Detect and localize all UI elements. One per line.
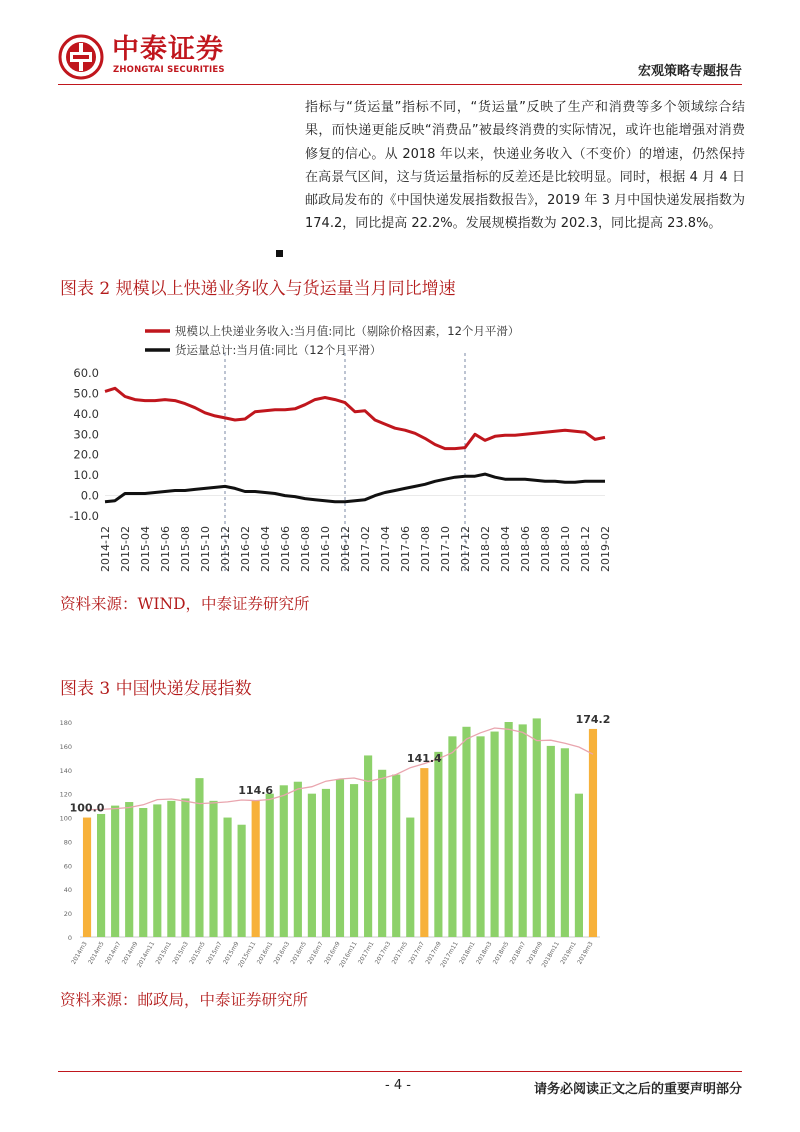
- x-tick-label: 2016m7: [306, 940, 325, 966]
- figure2-source: 资料来源：WIND，中泰证券研究所: [60, 595, 310, 613]
- bar-2016m6: [462, 727, 470, 937]
- bar-2017m3: [589, 729, 597, 937]
- y-tick-label: 40.0: [73, 406, 99, 421]
- x-tick-label: 2016-06: [279, 526, 292, 572]
- header-divider: [58, 84, 742, 85]
- x-tick-label: 2018-04: [499, 526, 512, 572]
- x-tick-label: 2018-10: [559, 526, 572, 572]
- bar-2015m11: [364, 755, 372, 937]
- bar-2016m12: [547, 746, 555, 937]
- footer-divider: [58, 1071, 742, 1072]
- x-tick-label: 2018-08: [539, 526, 552, 572]
- x-tick-label: 2014-12: [99, 526, 112, 572]
- figure3-bar-chart: [60, 700, 620, 975]
- bar-2015m10: [350, 784, 358, 937]
- figure3-source: 资料来源：邮政局，中泰证券研究所: [60, 991, 309, 1009]
- x-tick-label: 2017m1: [356, 940, 376, 966]
- page-number: - 4 -: [385, 1078, 411, 1093]
- figure2-title: 图表 2 规模以上快递业务收入与货运量当月同比增速: [60, 279, 456, 299]
- bar-2014m11: [195, 778, 203, 937]
- x-tick-label: 2016-02: [239, 526, 252, 572]
- x-tick-label: 2017m9: [424, 940, 443, 966]
- x-tick-label: 2018m3: [474, 940, 494, 966]
- x-tick-label: 2016-12: [339, 526, 352, 572]
- x-tick-label: 2017-12: [459, 526, 472, 572]
- x-tick-label: 2015m5: [188, 940, 207, 966]
- bar-2014m4: [97, 814, 105, 937]
- bar-2015m4: [266, 794, 274, 937]
- bar-2014m8: [153, 804, 161, 937]
- y-tick-label: 40: [63, 886, 72, 895]
- x-tick-label: 2015-12: [219, 526, 232, 572]
- x-tick-label: 2015m7: [205, 940, 224, 966]
- x-tick-label: 2016m5: [289, 940, 309, 966]
- x-tick-label: 2014m5: [87, 940, 106, 966]
- x-tick-label: 2015-08: [179, 526, 192, 572]
- logo-text-cn: 中泰证券: [112, 34, 224, 65]
- bar-2016m10: [519, 724, 527, 937]
- bullet-icon: [276, 250, 283, 257]
- bar-2015m1: [223, 818, 231, 937]
- x-tick-label: 2017m3: [373, 940, 393, 966]
- y-tick-label: 160: [60, 742, 72, 751]
- x-tick-label: 2018m7: [508, 940, 528, 966]
- y-tick-label: -10.0: [69, 509, 99, 523]
- y-tick-label: 30.0: [73, 427, 99, 442]
- x-tick-label: 2015m11: [236, 940, 258, 969]
- logo: [58, 34, 248, 82]
- x-tick-label: 2016-04: [259, 526, 272, 572]
- legend-label-2: 货运量总计:当月值:同比（12个月平滑）: [175, 343, 382, 357]
- x-tick-label: 2015m1: [154, 940, 174, 966]
- x-tick-label: 2018m11: [540, 940, 561, 969]
- y-tick-label: 0: [67, 934, 72, 942]
- x-tick-label: 2018-02: [479, 526, 492, 572]
- data-label: 100.0: [69, 801, 105, 815]
- x-tick-label: 2016m1: [255, 940, 275, 966]
- x-tick-label: 2016m11: [338, 940, 359, 969]
- x-tick-label: 2015-10: [199, 526, 212, 572]
- x-tick-label: 2014m7: [103, 940, 123, 966]
- x-tick-label: 2018m9: [525, 940, 545, 966]
- bar-2016m11: [533, 718, 541, 937]
- y-tick-label: 20.0: [73, 447, 99, 462]
- x-tick-label: 2017-10: [439, 526, 452, 572]
- bar-2016m7: [476, 736, 484, 937]
- x-tick-label: 2018-12: [579, 526, 592, 572]
- x-tick-label: 2017-08: [419, 526, 432, 572]
- x-tick-label: 2014m9: [120, 940, 140, 966]
- bar-2015m2: [238, 825, 246, 937]
- x-tick-label: 2017m7: [407, 940, 427, 966]
- bar-2016m3: [420, 768, 428, 937]
- bar-2014m7: [139, 808, 147, 937]
- bar-2016m8: [491, 732, 499, 937]
- x-tick-label: 2014m3: [70, 940, 89, 966]
- report-type: 宏观策略专题报告: [637, 64, 742, 79]
- bar-2015m12: [378, 770, 386, 937]
- series-line-2: [105, 474, 605, 502]
- x-tick-label: 2015m9: [222, 940, 241, 966]
- x-tick-label: 2018-06: [519, 526, 532, 572]
- x-tick-label: 2017m11: [439, 940, 460, 969]
- x-tick-label: 2017-06: [399, 526, 412, 572]
- data-label: 114.6: [238, 784, 274, 798]
- bar-2015m8: [322, 789, 330, 937]
- bar-2015m7: [308, 794, 316, 937]
- body-paragraph: 指标与“货运量”指标不同，“货运量”反映了生产和消费等多个领域综合结果，而快递更能反映“消费品”被最终消费的实际情况，或许也能增强对消费修复的信心。从 2018 年以来，快递业务收入（不变价）的增速，仍然保持在高景气区间，这与货运量指标的反差还是比较明显。同时，根据 4 月 4 日邮政局发布的《中国快递发展指数报告》，2019 年 3 月中国快递发展指数为 174.2，同比提高 22.2%。发展规模指数为 202.3，同比提高 23.8%。: [305, 100, 745, 232]
- y-tick-label: 60: [63, 862, 72, 871]
- x-tick-label: 2017m5: [390, 940, 410, 966]
- x-tick-label: 2019m3: [576, 940, 595, 966]
- bar-2014m3: [83, 818, 91, 937]
- x-tick-label: 2019m1: [559, 940, 578, 966]
- bar-2017m2: [575, 794, 583, 937]
- bar-2015m3: [252, 800, 260, 937]
- bar-2014m12: [209, 801, 217, 937]
- logo-text-en: ZHONGTAI SECURITIES: [113, 65, 225, 75]
- x-tick-label: 2015-04: [139, 526, 152, 572]
- bar-2016m1: [392, 775, 400, 937]
- bar-2016m4: [434, 752, 442, 937]
- y-tick-label: 80: [63, 838, 72, 847]
- x-tick-label: 2016m3: [272, 940, 292, 966]
- data-label: 141.4: [406, 752, 442, 766]
- figure3-title: 图表 3 中国快递发展指数: [60, 679, 252, 699]
- bar-2016m9: [505, 722, 513, 937]
- x-tick-label: 2015m3: [171, 940, 190, 966]
- y-tick-label: 180: [60, 719, 72, 727]
- bar-2015m9: [336, 779, 344, 937]
- figure2-line-chart: [60, 312, 620, 580]
- bar-2014m9: [167, 801, 175, 937]
- bar-2017m1: [561, 748, 569, 937]
- bar-2016m5: [448, 736, 456, 937]
- x-tick-label: 2017-02: [359, 526, 372, 572]
- x-tick-label: 2015-06: [159, 526, 172, 572]
- bar-2015m6: [294, 782, 302, 937]
- x-tick-label: 2016-08: [299, 526, 312, 572]
- x-tick-label: 2018m1: [458, 940, 477, 966]
- y-tick-label: 120: [60, 790, 72, 799]
- y-tick-label: 60.0: [73, 366, 99, 380]
- bar-2015m5: [280, 785, 288, 937]
- footer-disclaimer: 请务必阅读正文之后的重要声明部分: [533, 1082, 742, 1097]
- x-tick-label: 2015-02: [119, 526, 132, 572]
- bar-2014m10: [181, 798, 189, 937]
- zhongtai-logo-icon: [58, 34, 104, 80]
- legend-label-1: 规模以上快递业务收入:当月值:同比（剔除价格因素，12个月平滑）: [175, 324, 520, 338]
- x-tick-label: 2019-02: [599, 526, 612, 572]
- y-tick-label: 20: [63, 910, 72, 919]
- bar-2014m5: [111, 806, 119, 937]
- data-label: 174.2: [575, 712, 611, 726]
- x-tick-label: 2018m5: [491, 940, 511, 966]
- x-tick-label: 2017-04: [379, 526, 392, 572]
- bar-2016m2: [406, 818, 414, 937]
- y-tick-label: 10.0: [73, 468, 99, 483]
- y-tick-label: 140: [60, 766, 72, 775]
- y-tick-label: 100: [60, 814, 72, 823]
- x-tick-label: 2016-10: [319, 526, 332, 572]
- series-line-1: [105, 388, 605, 448]
- y-tick-label: 0.0: [80, 488, 99, 503]
- y-tick-label: 50.0: [73, 386, 99, 401]
- bar-2014m6: [125, 802, 133, 937]
- x-tick-label: 2016m9: [323, 940, 342, 966]
- x-tick-label: 2014m11: [135, 940, 157, 969]
